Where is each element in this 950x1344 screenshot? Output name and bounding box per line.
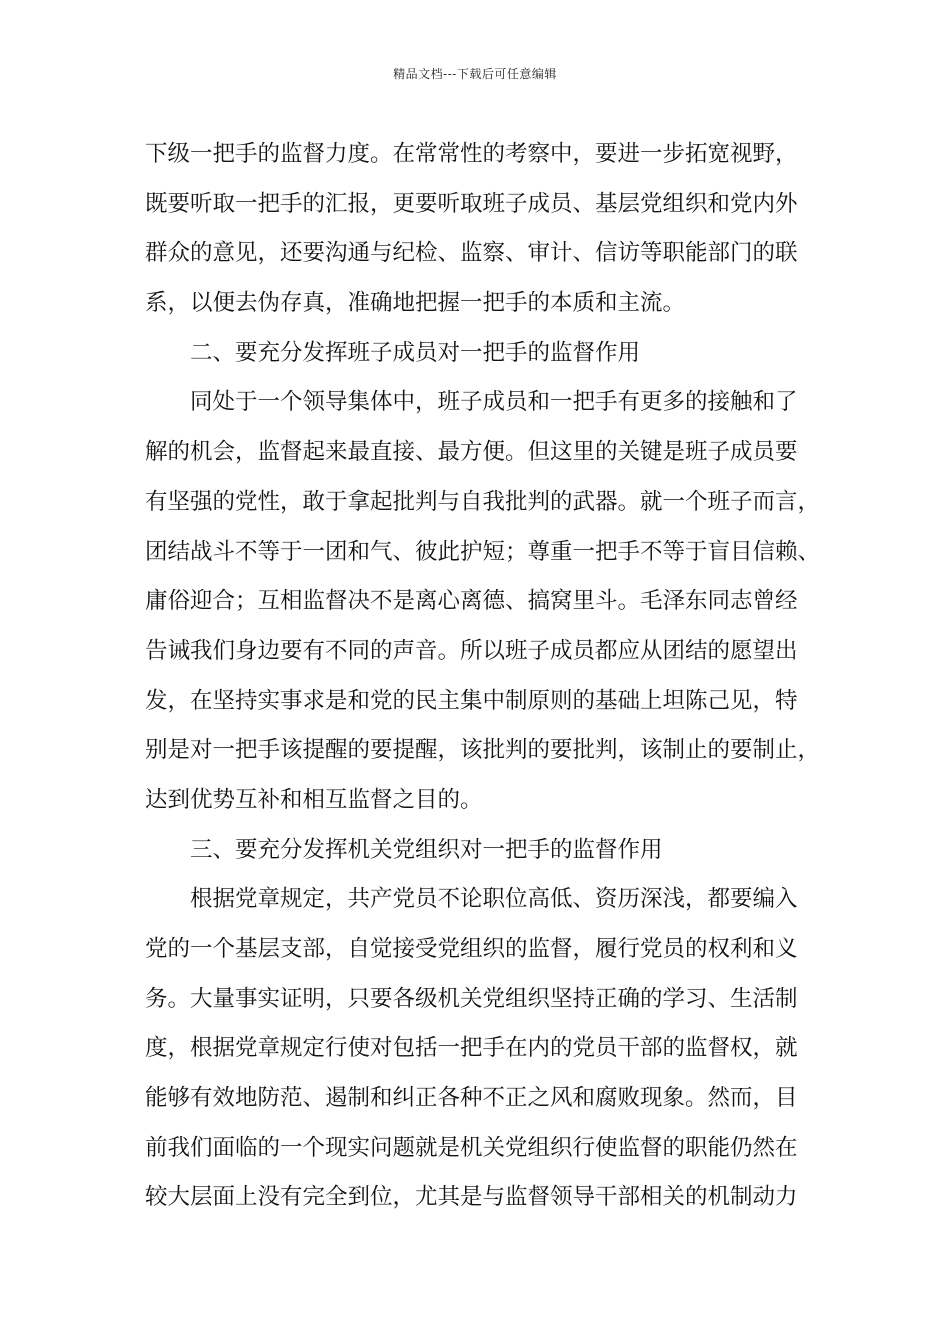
text-line: 系，以便去伪存真，准确地把握一把手的本质和主流。 — [145, 290, 686, 317]
text-line: 解的机会，监督起来最直接、最方便。但这里的关键是班子成员要 — [145, 439, 798, 466]
page-header: 精品文档---下载后可任意编辑 — [393, 67, 557, 81]
text-line: 别是对一把手该提醒的要提醒，该批判的要批判，该制止的要制止， — [145, 737, 821, 764]
paragraph-first-line: 根据党章规定，共产党员不论职位高低、资历深浅，都要编入 — [190, 886, 798, 913]
text-line: 发，在坚持实事求是和党的民主集中制原则的基础上坦陈己见，特 — [145, 687, 798, 714]
body-text — [145, 130, 821, 1223]
text-line: 达到优势互补和相互监督之目的。 — [145, 786, 483, 813]
text-line: 能够有效地防范、遏制和纠正各种不正之风和腐败现象。然而，目 — [145, 1085, 798, 1112]
text-line: 较大层面上没有完全到位，尤其是与监督领导干部相关的机制动力 — [145, 1184, 798, 1211]
text-line: 务。大量事实证明，只要各级机关党组织坚持正确的学习、生活制 — [145, 985, 798, 1012]
text-line: 有坚强的党性，敢于拿起批判与自我批判的武器。就一个班子而言， — [145, 488, 821, 515]
text-line: 庸俗迎合；互相监督决不是离心离德、搞窝里斗。毛泽东同志曾经 — [145, 588, 798, 615]
text-line: 群众的意见，还要沟通与纪检、监察、审计、信访等职能部门的联 — [145, 240, 798, 267]
text-line: 前我们面临的一个现实问题就是机关党组织行使监督的职能仍然在 — [145, 1134, 798, 1161]
text-line: 告诫我们身边要有不同的声音。所以班子成员都应从团结的愿望出 — [145, 637, 798, 664]
text-line: 度，根据党章规定行使对包括一把手在内的党员干部的监督权，就 — [145, 1035, 798, 1062]
text-line: 既要听取一把手的汇报，更要听取班子成员、基层党组织和党内外 — [145, 190, 798, 217]
text-line: 下级一把手的监督力度。在常常性的考察中，要进一步拓宽视野， — [145, 141, 798, 167]
section-heading: 三、要充分发挥机关党组织对一把手的监督作用 — [190, 836, 663, 863]
section-heading: 二、要充分发挥班子成员对一把手的监督作用 — [190, 339, 641, 366]
paragraph-first-line: 同处于一个领导集体中，班子成员和一把手有更多的接触和了 — [190, 389, 798, 416]
text-line: 党的一个基层支部，自觉接受党组织的监督，履行党员的权利和义 — [145, 936, 798, 962]
text-line: 团结战斗不等于一团和气、彼此护短；尊重一把手不等于盲目信赖、 — [145, 538, 821, 565]
